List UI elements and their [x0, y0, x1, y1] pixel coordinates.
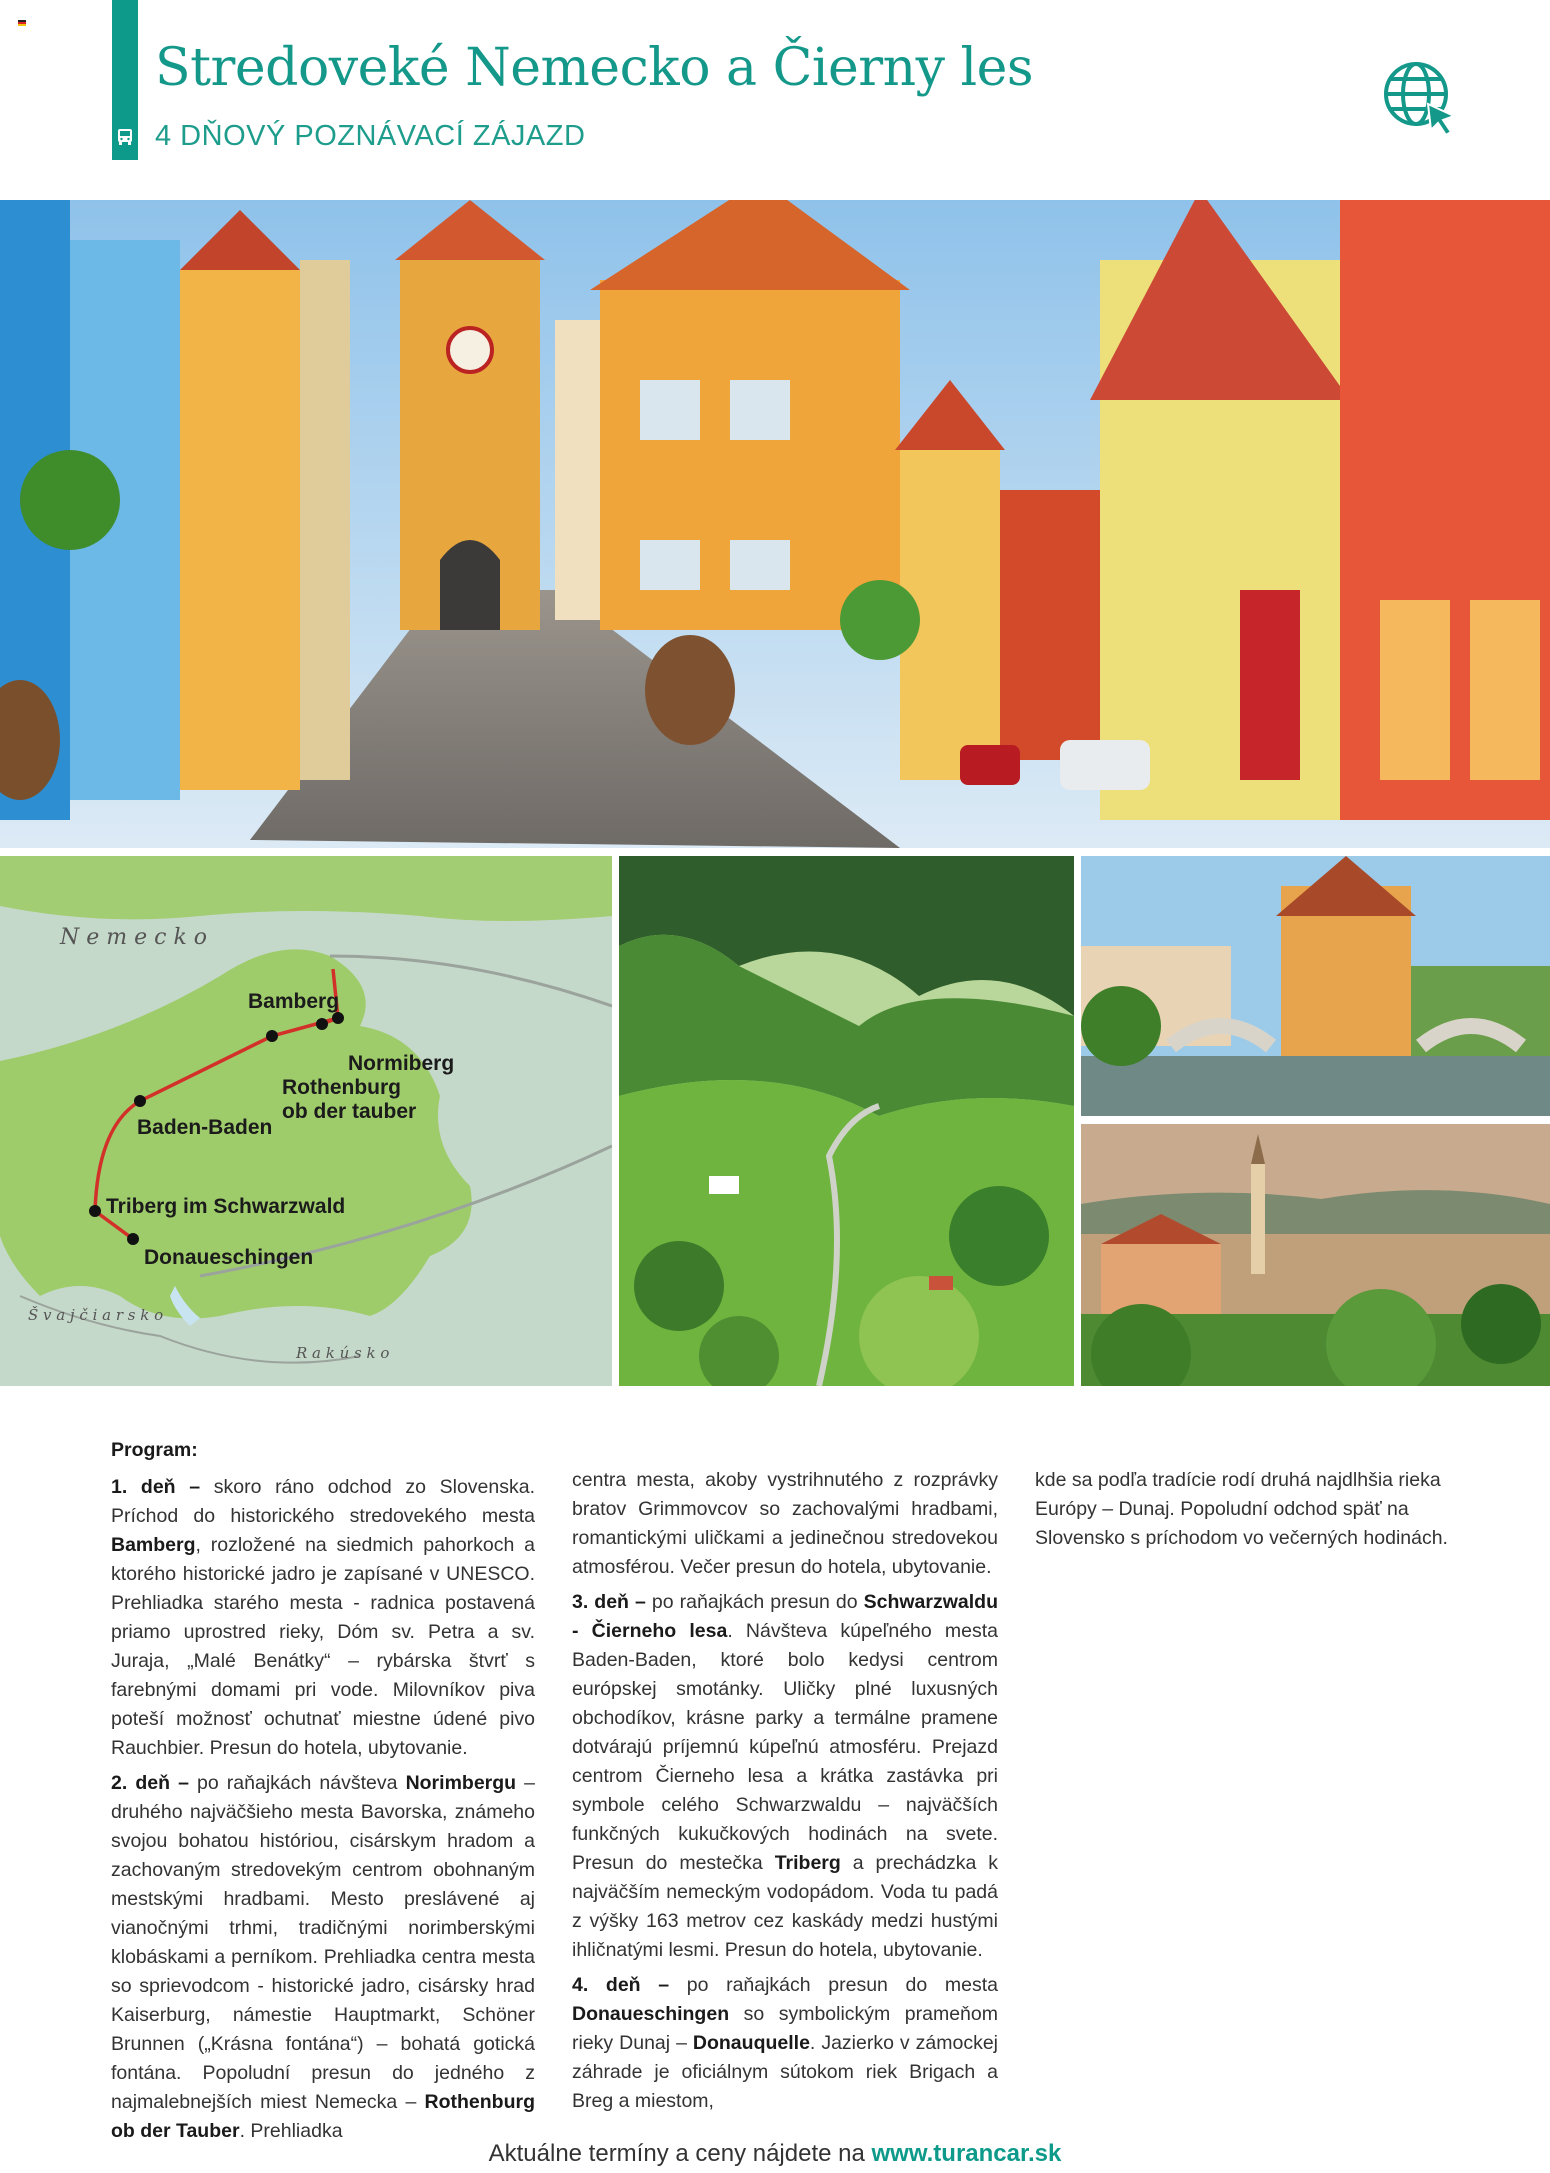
footer-note — [0, 2140, 1550, 2168]
map-city-bamberg: Bamberg — [248, 990, 340, 1013]
route-map — [0, 856, 612, 1386]
map-city-rothenburg: Rothenburg — [282, 1076, 401, 1099]
map-city-baden-baden: Baden-Baden — [137, 1116, 273, 1139]
program-day-2-cont: centra mesta, akoby vystrihnutého z rozprávky bratov Grimmovcov so zachovalými hradbami, romantickými uličkami a jedinečnou stredovekou atmosférou. Večer presun do hotela, ubytovanie. — [572, 1469, 998, 1578]
page-title: Stredoveké Nemecko a Čierny les — [155, 38, 1034, 98]
photo-bamberg-town-hall — [1081, 856, 1550, 1116]
map-label-germany: N e m e c k o — [60, 925, 208, 950]
bus-icon — [112, 124, 138, 150]
program-day-3: 3. deň – po raňajkách presun do Schwarzwaldu - Čierneho lesa. Návšteva kúpeľného mesta Baden-Baden, ktoré bolo kedysi centrom európskej smotánky. Uličky plné luxusných obchodíkov, krásne parky a termálne pramene dotvárajú príjemnú kúpeľnú atmosféru. Prejazd centrom Čierneho lesa a krátka zastávka pri symbole celého Schwarzwaldu – najväčších funkčných kukučkových hodinách na svete. Presun do mestečka Triberg a prechádzka k najväčším nemeckým vodopádom. Voda tu padá z výšky 163 metrov cez kaskády medzi hustými ihličnatými lesmi. Presun do hotela, ubytovanie. — [572, 1591, 999, 1961]
hero-photo-rothenburg — [0, 200, 1550, 848]
photo-black-forest-valley — [619, 856, 1074, 1386]
program-heading: Program: — [111, 1439, 198, 1461]
program-day-2: 2. deň – po raňajkách návšteva Norimbergu – druhého najväčšieho mesta Bavorska, známeho svojou bohatou históriou, cisárskym hradom a zachovaným stredovekým centrom obohnaným mestskými hradbami. Mesto preslávené aj vianočnými trhmi, tradičnými norimberskými klobáskami a perníkom. Prehliadka centra mesta so sprievodcom - historické jadro, cisársky hrad Kaiserburg, námestie Hauptmarkt, Schöner Brunnen („Krásna fontána“) – bohatá gotická fontána. Popoludní presun do jedného z najmalebnejších miest Nemecka – Rothenburg ob der Tauber. Prehliadka — [111, 1772, 536, 2142]
program-day-4: 4. deň – po raňajkách presun do mesta Donaueschingen so symbolickým prameňom rieky Dunaj – Donauquelle. Jazierko v zámockej záhrade je oficiálnym sútokom riek Brigach a Breg a miestom, — [572, 1974, 998, 2112]
map-city-normiberg: Normiberg — [348, 1052, 455, 1075]
map-city-donaueschingen: Donaueschingen — [144, 1246, 314, 1269]
map-label-switzerland: Š v a j č i a r s k o — [28, 1306, 164, 1324]
footer-text: Aktuálne termíny a ceny nájdete na — [488, 2140, 872, 2167]
flag-icon — [18, 20, 26, 26]
globe-cursor-icon[interactable] — [1380, 58, 1462, 140]
page-subtitle: 4 DŇOVÝ POZNÁVACÍ ZÁJAZD — [155, 120, 586, 152]
map-city-rothenburg-2: ob der tauber — [282, 1100, 417, 1123]
map-city-triberg: Triberg im Schwarzwald — [106, 1195, 346, 1218]
program-day-4-cont: kde sa podľa tradície rodí druhá najdlhšia rieka Európy – Dunaj. Popoludní odchod späť na Slovensko s príchodom vo večerných hodinách. — [1035, 1469, 1448, 1549]
map-label-austria: R a k ú s k o — [296, 1344, 390, 1362]
photo-baden-baden-panorama — [1081, 1124, 1550, 1386]
program-day-1: 1. deň – skoro ráno odchod zo Slovenska. Príchod do historického stredovekého mesta Bamberg, rozložené na siedmich pahorkoch a ktorého historické jadro je zapísané v UNESCO. Prehliadka starého mesta - radnica postavená priamo uprostred rieky, Dóm sv. Petra a sv. Juraja, „Malé Benátky“ – rybárska štvrť s farebnými domami pri vode. Milovníkov piva poteší možnosť ochutnať miestne údené pivo Rauchbier. Presun do hotela, ubytovanie. — [111, 1476, 536, 1759]
program-column-2 — [572, 1466, 998, 2116]
program-column-3 — [1035, 1466, 1465, 1553]
footer-website-link[interactable]: www.turancar.sk — [871, 2140, 1062, 2167]
program-column-1 — [111, 1436, 535, 2146]
